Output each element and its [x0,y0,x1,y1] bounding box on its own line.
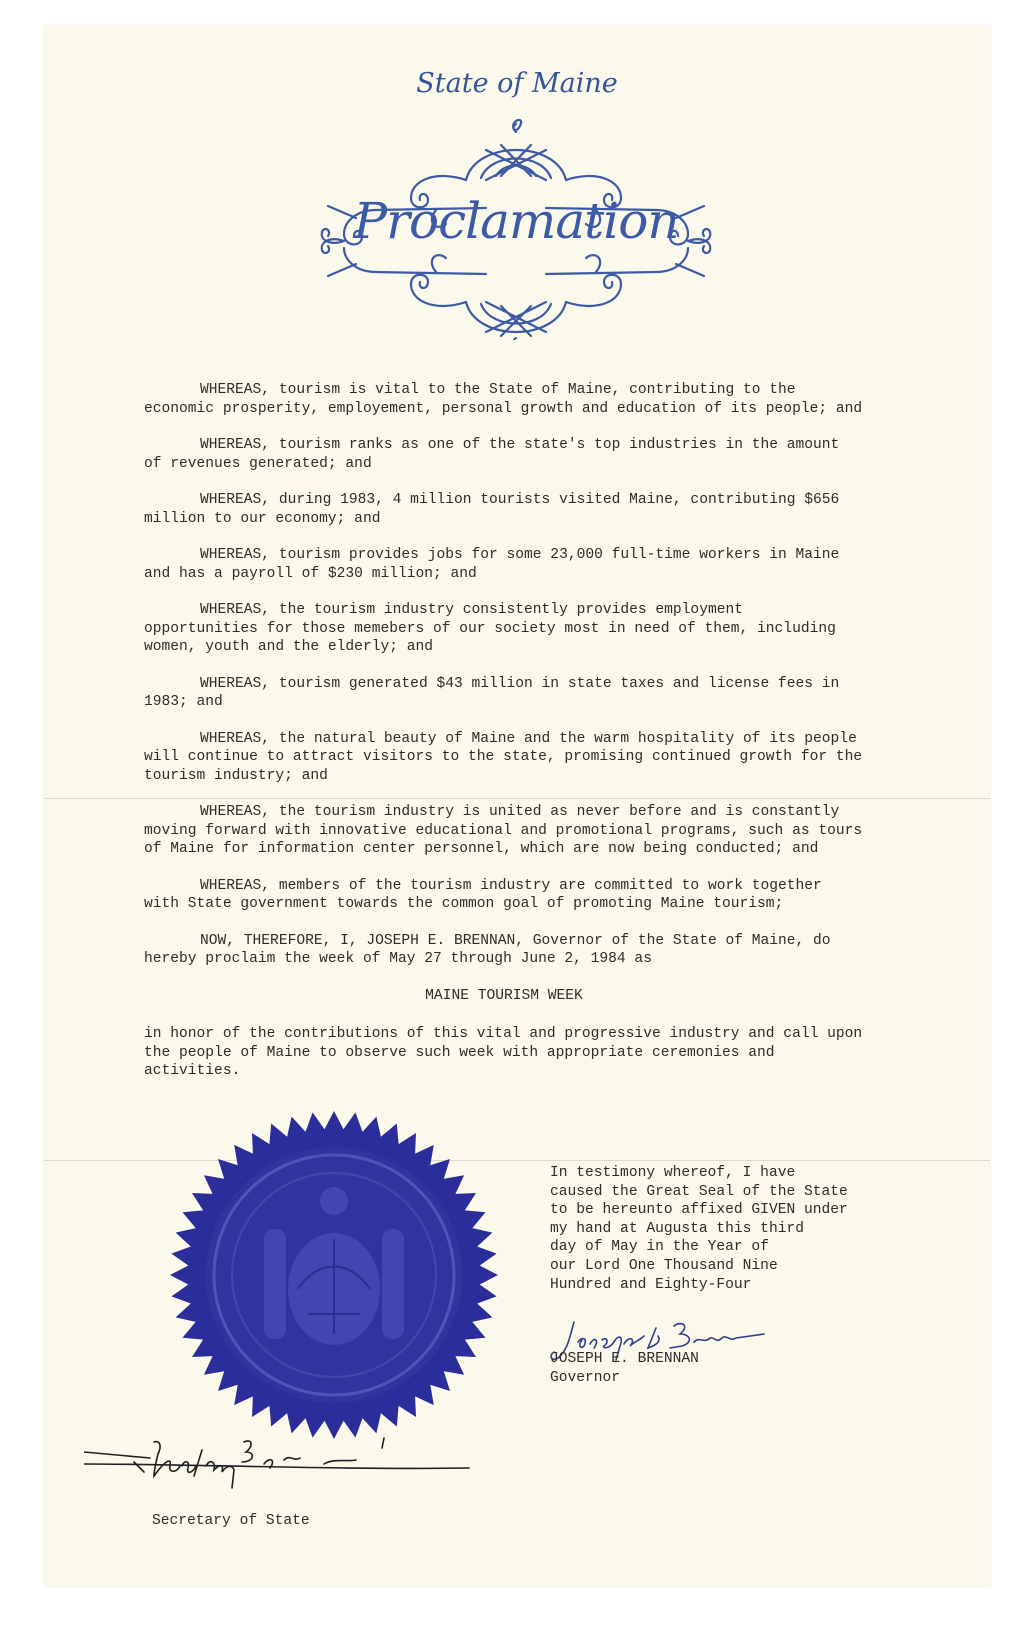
proclamation-cartouche [316,110,716,340]
proclamation-body [144,381,864,1099]
now-therefore-paragraph: NOW, THEREFORE, I, JOSEPH E. BRENNAN, Governor of the State of Maine, do hereby proclaim the week of May 27 through June 2, 1984 as [144,932,831,967]
state-of-maine-heading: State of Maine [416,68,618,99]
seal-starburst-icon [168,1109,500,1441]
whereas-paragraph-9: WHEREAS, members of the tourism industry are committed to work together with State government towards the common goal of promoting Maine tourism; [144,877,822,912]
secretary-of-state-title: Secretary of State [152,1513,310,1529]
whereas-paragraph-1: WHEREAS, tourism is vital to the State of Maine, contributing to the economic prosperity, employement, personal growth and education of its people; and [144,382,863,417]
whereas-paragraph-3: WHEREAS, during 1983, 4 million tourists visited Maine, contributing $656 million to our economy; and [144,492,840,527]
proclamation-document [44,26,990,1586]
whereas-paragraph-7: WHEREAS, the natural beauty of Maine and the warm hospitality of its people will continue to attract visitors to the state, promising continued growth for the tourism industry; and [144,730,863,784]
whereas-paragraph-8: WHEREAS, the tourism industry is united as never before and is constantly moving forward with innovative educational and promotional programs, such as tours of Maine for information center personnel, which are now being conducted; and [144,804,863,857]
whereas-paragraph-2: WHEREAS, tourism ranks as one of the state's top industries in the amount of revenues generated; and [144,437,840,472]
governor-name: JOSEPH E. BRENNAN [550,1351,699,1367]
whereas-paragraph-4: WHEREAS, tourism provides jobs for some 23,000 full-time workers in Maine and has a payroll of $230 million; and [144,547,840,582]
governor-title: Governor [550,1370,621,1386]
whereas-paragraph-5: WHEREAS, the tourism industry consistently provides employment opportunities for those memebers of our society most in need of them, including women, youth and the elderly; and [144,602,836,655]
proclamation-title: Proclamation [353,192,679,250]
closing-paragraph: in honor of the contributions of this vital and progressive industry and call upon the people of Maine to observe such week with appropriate ceremonies and activities. [144,1026,863,1079]
proclaimed-title: MAINE TOURISM WEEK [425,987,583,1004]
great-seal-icon [168,1109,500,1441]
secretary-signature-icon [84,1436,484,1496]
secretary-signature [84,1436,484,1496]
testimony-clause: In testimony whereof, I have caused the Great Seal of the State to be hereunto affixed GIVEN under my hand at Augusta this third day of May in the Year of our Lord One Thousand Nine Hundred and Eighty-Four [550,1165,848,1293]
whereas-paragraph-6: WHEREAS, tourism generated $43 million in state taxes and license fees in 1983; and [144,675,840,710]
